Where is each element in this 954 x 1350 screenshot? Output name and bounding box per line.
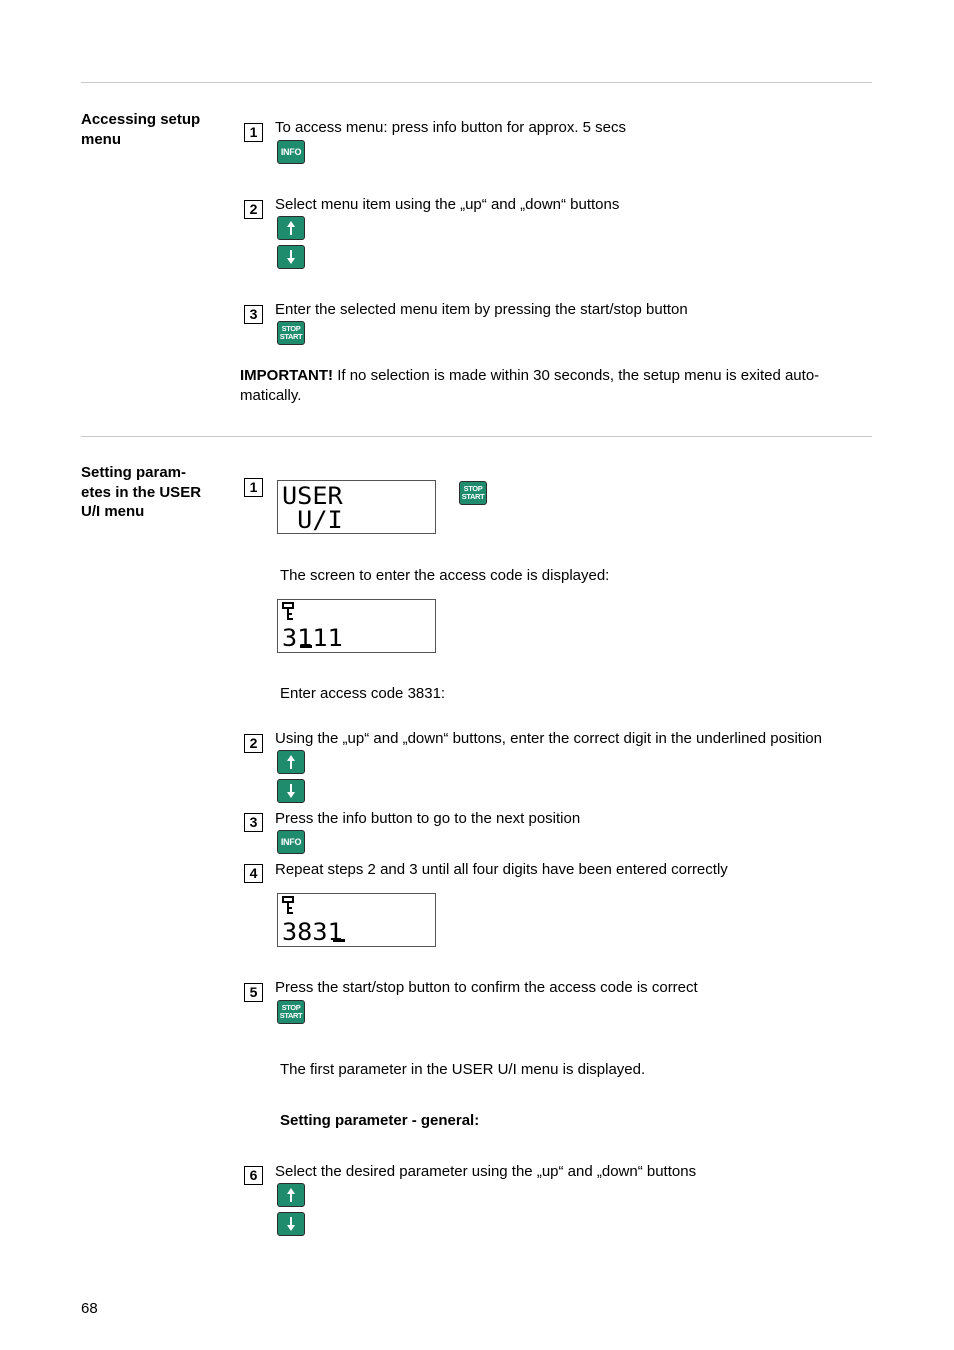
section-title-setting-params bbox=[81, 463, 221, 522]
top-divider bbox=[81, 82, 872, 83]
step-number-1b: 1 bbox=[244, 478, 263, 497]
step-number-6: 6 bbox=[244, 1166, 263, 1185]
start-label: START bbox=[279, 1011, 303, 1020]
stop-label: STOP bbox=[281, 1003, 301, 1012]
step-number-4: 4 bbox=[244, 864, 263, 883]
step-5-text: Press the start/stop button to confirm the access code is correct bbox=[275, 979, 698, 996]
info-button-label: INFO bbox=[280, 837, 302, 847]
up-button[interactable] bbox=[277, 750, 305, 774]
lcd3-line2: 3831 bbox=[282, 918, 343, 946]
step-2-text: Select menu item using the „up“ and „down“ buttons bbox=[275, 196, 620, 213]
info-button[interactable] bbox=[277, 830, 305, 854]
step-3-text: Enter the selected menu item by pressing the start/stop button bbox=[275, 301, 688, 318]
enter-code-text: Enter access code 3831: bbox=[280, 685, 446, 702]
up-arrow-icon bbox=[286, 220, 296, 236]
step-number-1: 1 bbox=[244, 123, 263, 142]
up-arrow-icon bbox=[286, 754, 296, 770]
section-divider bbox=[81, 436, 872, 437]
section-title-accessing-setup: Accessing setup menu bbox=[81, 111, 201, 148]
lcd-display-code-entered bbox=[277, 893, 436, 947]
important-label: IMPORTANT! bbox=[240, 367, 334, 384]
important-note bbox=[240, 366, 870, 405]
lcd2-line2: 3111 bbox=[282, 624, 343, 652]
section-title-line-3: U/I menu bbox=[81, 503, 145, 520]
start-stop-button[interactable] bbox=[277, 1000, 305, 1024]
down-arrow-icon bbox=[286, 249, 296, 265]
stop-label: STOP bbox=[463, 484, 483, 493]
lcd1-line2: U/I bbox=[282, 506, 343, 534]
down-arrow-icon bbox=[286, 783, 296, 799]
access-screen-text: The screen to enter the access code is displayed: bbox=[280, 567, 610, 584]
up-button[interactable] bbox=[277, 1183, 305, 1207]
step-1-text: To access menu: press info button for approx. 5 secs bbox=[275, 119, 627, 136]
up-button[interactable] bbox=[277, 216, 305, 240]
down-button[interactable] bbox=[277, 245, 305, 269]
info-button[interactable] bbox=[277, 140, 305, 164]
step-4-text: Repeat steps 2 and 3 until all four digits have been entered correctly bbox=[275, 861, 728, 878]
step-6-text: Select the desired parameter using the „up“ and „down“ buttons bbox=[275, 1163, 697, 1180]
up-arrow-icon bbox=[286, 1187, 296, 1203]
important-text-2: matically. bbox=[240, 386, 302, 404]
step-number-3: 3 bbox=[244, 305, 263, 324]
lcd-display-user-ui bbox=[277, 480, 436, 534]
start-label: START bbox=[461, 492, 485, 501]
step-3b-text: Press the info button to go to the next position bbox=[275, 810, 581, 827]
down-button[interactable] bbox=[277, 779, 305, 803]
start-stop-button[interactable] bbox=[459, 481, 487, 505]
down-arrow-icon bbox=[286, 1216, 296, 1232]
stop-label: STOP bbox=[281, 324, 301, 333]
page-number: 68 bbox=[81, 1300, 98, 1317]
section-title-line-2: etes in the USER bbox=[81, 483, 202, 501]
start-label: START bbox=[279, 332, 303, 341]
lcd-display-access-code bbox=[277, 599, 436, 653]
step-number-2: 2 bbox=[244, 200, 263, 219]
section-title-line-1: Setting param- bbox=[81, 464, 187, 481]
lcd1-line1: USER bbox=[282, 482, 343, 510]
start-stop-button[interactable] bbox=[277, 321, 305, 345]
general-heading: Setting parameter - general: bbox=[280, 1112, 480, 1129]
first-param-text: The first parameter in the USER U/I menu is displayed. bbox=[280, 1061, 646, 1078]
down-button[interactable] bbox=[277, 1212, 305, 1236]
step-number-3b: 3 bbox=[244, 813, 263, 832]
info-button-label: INFO bbox=[280, 147, 302, 157]
step-number-2b: 2 bbox=[244, 734, 263, 753]
step-2b-text: Using the „up“ and „down“ buttons, enter the correct digit in the underlined position bbox=[275, 730, 822, 747]
step-number-5: 5 bbox=[244, 983, 263, 1002]
important-text-1: If no selection is made within 30 seconds, the setup menu is exited auto- bbox=[333, 367, 820, 384]
